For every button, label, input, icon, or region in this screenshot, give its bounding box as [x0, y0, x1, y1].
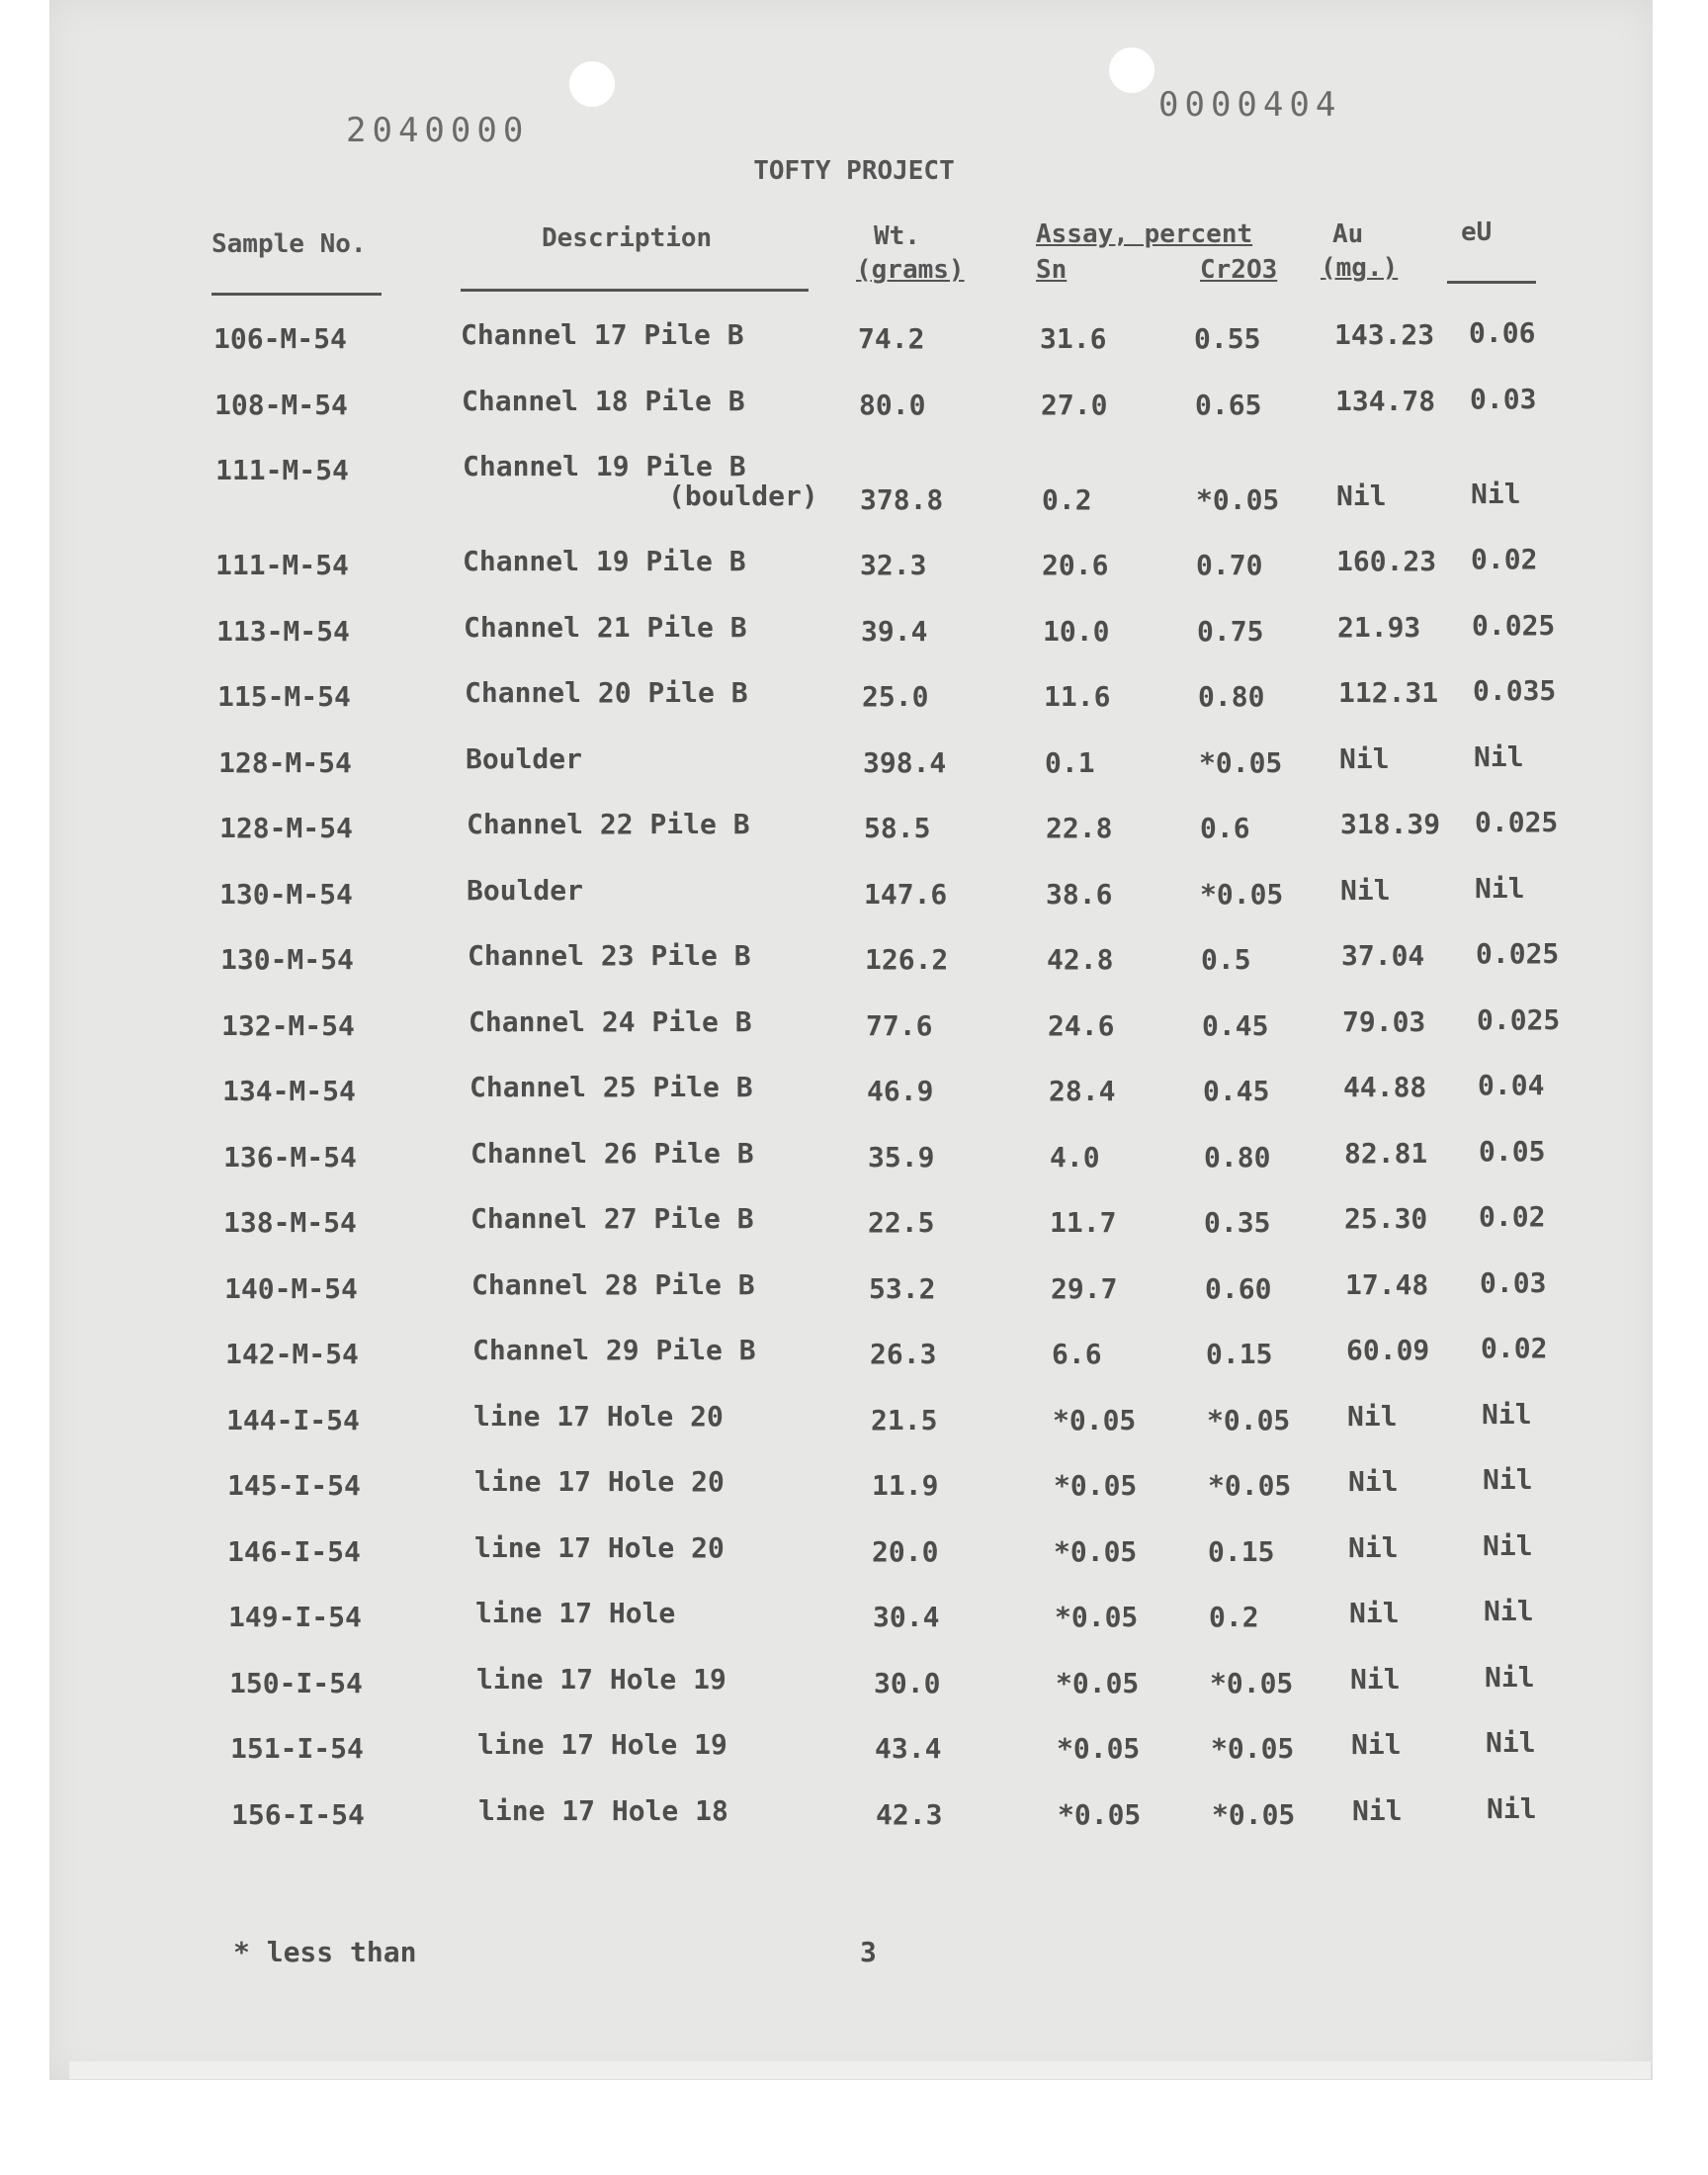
cell-eu: 0.03 [1470, 382, 1537, 415]
cell-sn: *0.05 [1056, 1666, 1140, 1699]
cell-sample-no: 106-M-54 [214, 322, 347, 355]
cell-sn: 38.6 [1046, 877, 1113, 911]
cell-sn: 28.4 [1049, 1075, 1116, 1107]
cell-weight: 25.0 [862, 680, 929, 713]
cell-sn: 24.6 [1048, 1008, 1115, 1042]
cell-description: Channel 26 Pile B [470, 1136, 754, 1170]
cell-description: Channel 24 Pile B [469, 1004, 752, 1038]
cell-description-note: (boulder) [668, 479, 818, 512]
cell-au: Nil [1351, 1728, 1402, 1761]
cell-eu: Nil [1486, 1726, 1536, 1759]
cell-au: Nil [1336, 479, 1387, 512]
cell-cr2o3: *0.05 [1200, 877, 1284, 911]
cell-sample-no: 111-M-54 [215, 549, 349, 581]
cell-au: 17.48 [1345, 1267, 1429, 1301]
cell-au: 143.23 [1334, 318, 1435, 351]
cell-sample-no: 140-M-54 [224, 1271, 358, 1305]
cell-cr2o3: 0.55 [1194, 322, 1261, 355]
cell-cr2o3: 0.75 [1197, 614, 1264, 648]
cell-weight: 58.5 [864, 812, 931, 844]
cell-description: Channel 28 Pile B [471, 1267, 755, 1301]
cell-description: Channel 19 Pile B [463, 545, 746, 577]
cell-sample-no: 128-M-54 [219, 812, 353, 844]
cell-sn: 0.2 [1042, 483, 1092, 516]
cell-sn: 6.6 [1052, 1338, 1102, 1370]
cell-au: 25.30 [1344, 1202, 1428, 1235]
cell-sample-no: 108-M-54 [214, 388, 348, 421]
cell-weight: 378.8 [860, 483, 944, 516]
cell-au: Nil [1340, 873, 1391, 907]
cell-eu: 0.02 [1481, 1332, 1548, 1364]
cell-weight: 42.3 [876, 1797, 943, 1831]
cell-description: Channel 18 Pile B [462, 384, 745, 417]
cell-au: Nil [1350, 1662, 1401, 1696]
cell-cr2o3: 0.35 [1204, 1206, 1271, 1239]
cell-cr2o3: *0.05 [1199, 745, 1283, 779]
cell-au: Nil [1352, 1793, 1403, 1827]
cell-sample-no: 130-M-54 [220, 943, 354, 976]
cell-cr2o3: 0.45 [1203, 1075, 1270, 1107]
page-title: TOFTY PROJECT [753, 156, 955, 186]
cell-eu: 0.025 [1472, 608, 1556, 642]
cell-au: 37.04 [1341, 939, 1425, 972]
cell-description: line 17 Hole 20 [473, 1399, 724, 1433]
cell-description: Channel 19 Pile B [463, 450, 746, 482]
cell-sn: *0.05 [1055, 1601, 1139, 1633]
header-cr2o3: Cr2O3 [1200, 255, 1278, 285]
cell-description: line 17 Hole [475, 1597, 676, 1629]
cell-sample-no: 132-M-54 [221, 1008, 355, 1042]
cell-weight: 398.4 [863, 745, 947, 779]
cell-au: 112.31 [1338, 676, 1439, 709]
cell-sn: *0.05 [1057, 1732, 1141, 1765]
cell-description: line 17 Hole 18 [478, 1793, 728, 1827]
cell-sn: 0.1 [1045, 745, 1095, 779]
header-rule-eu [1447, 281, 1536, 284]
cell-eu: Nil [1471, 478, 1521, 510]
cell-sample-no: 128-M-54 [218, 745, 352, 779]
cell-description: Boulder [467, 873, 584, 907]
cell-sn: *0.05 [1053, 1403, 1137, 1436]
cell-sample-no: 115-M-54 [217, 680, 351, 713]
cell-description: Channel 17 Pile B [461, 318, 744, 351]
header-wt: Wt. [874, 221, 920, 251]
cell-weight: 43.4 [875, 1732, 942, 1765]
cell-sample-no: 151-I-54 [230, 1732, 364, 1765]
cell-sn: 22.8 [1046, 812, 1113, 844]
cell-sample-no: 144-I-54 [226, 1403, 360, 1436]
cell-weight: 30.0 [874, 1666, 941, 1699]
cell-sn: *0.05 [1054, 1534, 1138, 1568]
cell-weight: 126.2 [865, 943, 949, 976]
cell-eu: 0.03 [1480, 1265, 1547, 1299]
cell-au: 60.09 [1346, 1334, 1430, 1366]
cell-sample-no: 134-M-54 [222, 1075, 356, 1107]
cell-au: Nil [1348, 1530, 1399, 1564]
cell-cr2o3: *0.05 [1207, 1403, 1291, 1436]
cell-description: Channel 20 Pile B [465, 676, 748, 709]
cell-weight: 21.5 [871, 1403, 938, 1436]
cell-cr2o3: *0.05 [1196, 483, 1280, 516]
cell-sn: 42.8 [1047, 943, 1114, 976]
cell-description: Channel 21 Pile B [464, 610, 747, 644]
cell-sn: 29.7 [1051, 1271, 1118, 1305]
cell-weight: 77.6 [866, 1008, 933, 1042]
cell-weight: 53.2 [869, 1271, 936, 1305]
cell-description: Channel 29 Pile B [472, 1334, 756, 1366]
cell-au: Nil [1339, 741, 1390, 775]
cell-au: 79.03 [1342, 1004, 1426, 1038]
cell-sample-no: 138-M-54 [223, 1206, 357, 1239]
cell-au: Nil [1347, 1399, 1398, 1433]
cell-cr2o3: 0.45 [1202, 1008, 1269, 1042]
cell-sample-no: 136-M-54 [223, 1140, 357, 1174]
cell-eu: Nil [1474, 740, 1524, 773]
cell-eu: 0.02 [1479, 1200, 1546, 1233]
cell-sample-no: 156-I-54 [231, 1797, 365, 1831]
cell-weight: 147.6 [864, 877, 948, 911]
punch-hole-left [569, 61, 615, 107]
cell-sn: *0.05 [1054, 1469, 1138, 1502]
header-au: Au [1332, 219, 1364, 249]
cell-cr2o3: 0.65 [1195, 388, 1262, 421]
cell-sn: *0.05 [1058, 1797, 1142, 1831]
cell-cr2o3: 0.15 [1208, 1534, 1275, 1568]
cell-weight: 80.0 [859, 388, 926, 421]
cell-sample-no: 146-I-54 [227, 1534, 361, 1568]
cell-sample-no: 142-M-54 [225, 1338, 359, 1370]
cell-au: 134.78 [1335, 384, 1436, 417]
cell-cr2o3: *0.05 [1211, 1732, 1295, 1765]
cell-eu: 0.04 [1478, 1069, 1545, 1101]
header-sample-no: Sample No. [212, 229, 367, 259]
cell-weight: 46.9 [867, 1075, 934, 1107]
header-au-unit: (mg.) [1321, 253, 1399, 283]
header-rule-sample [212, 293, 382, 296]
cell-eu: 0.025 [1477, 1002, 1561, 1036]
cell-sample-no: 150-I-54 [229, 1666, 363, 1699]
cell-description: Channel 22 Pile B [467, 808, 750, 840]
cell-sample-no: 149-I-54 [228, 1601, 362, 1633]
cell-sample-no: 113-M-54 [216, 614, 350, 648]
cell-eu: 0.035 [1473, 674, 1557, 707]
header-sn: Sn [1036, 255, 1068, 285]
cell-eu: 0.05 [1479, 1134, 1546, 1168]
cell-sn: 31.6 [1040, 322, 1107, 355]
cell-cr2o3: *0.05 [1208, 1469, 1292, 1502]
cell-eu: 0.06 [1469, 316, 1536, 349]
cell-sample-no: 130-M-54 [219, 877, 353, 911]
header-eu: eU [1461, 218, 1493, 247]
cell-sample-no: 111-M-54 [215, 454, 349, 486]
cell-eu: Nil [1485, 1660, 1535, 1694]
cell-eu: Nil [1487, 1791, 1537, 1825]
cell-cr2o3: *0.05 [1212, 1797, 1296, 1831]
cell-cr2o3: 0.5 [1201, 943, 1251, 976]
cell-description: Boulder [466, 741, 583, 775]
cell-weight: 74.2 [858, 322, 925, 355]
punch-hole-right [1109, 47, 1154, 93]
cell-au: 160.23 [1336, 545, 1437, 577]
cell-weight: 35.9 [868, 1140, 935, 1174]
document-id-right: 0000404 [1158, 85, 1342, 125]
cell-sn: 11.6 [1044, 680, 1111, 713]
header-assay: Assay, percent [1036, 219, 1253, 249]
cell-cr2o3: 0.6 [1200, 812, 1250, 844]
cell-sn: 20.6 [1042, 549, 1109, 581]
cell-sn: 11.7 [1050, 1206, 1117, 1239]
cell-eu: Nil [1484, 1595, 1534, 1627]
cell-cr2o3: 0.80 [1198, 680, 1265, 713]
cell-eu: Nil [1475, 871, 1525, 905]
cell-description: line 17 Hole 19 [477, 1728, 727, 1761]
cell-weight: 20.0 [872, 1534, 939, 1568]
cell-weight: 32.3 [860, 549, 927, 581]
cell-cr2o3: 0.70 [1196, 549, 1263, 581]
cell-description: Channel 25 Pile B [470, 1071, 753, 1103]
document-id-left: 2040000 [346, 111, 530, 150]
cell-description: line 17 Hole 19 [476, 1662, 726, 1696]
cell-au: Nil [1349, 1597, 1400, 1629]
cell-cr2o3: 0.80 [1204, 1140, 1271, 1174]
cell-eu: 0.02 [1471, 543, 1538, 575]
cell-eu: Nil [1483, 1463, 1533, 1496]
cell-eu: 0.025 [1475, 806, 1559, 838]
cell-au: Nil [1348, 1465, 1399, 1498]
cell-weight: 39.4 [861, 614, 928, 648]
cell-description: Channel 27 Pile B [470, 1202, 754, 1235]
cell-weight: 22.5 [868, 1206, 935, 1239]
cell-au: 44.88 [1343, 1071, 1427, 1103]
cell-sn: 4.0 [1050, 1140, 1100, 1174]
cell-au: 21.93 [1337, 610, 1421, 644]
cell-cr2o3: 0.15 [1206, 1338, 1273, 1370]
cell-au: 318.39 [1340, 808, 1441, 840]
header-wt-unit: (grams) [856, 255, 965, 285]
cell-eu: Nil [1483, 1528, 1533, 1562]
header-description: Description [542, 223, 713, 253]
header-rule-description [461, 289, 809, 292]
cell-cr2o3: 0.2 [1209, 1601, 1259, 1633]
cell-cr2o3: 0.60 [1205, 1271, 1272, 1305]
cell-weight: 30.4 [873, 1601, 940, 1633]
page-number: 3 [860, 1936, 877, 1968]
cell-sample-no: 145-I-54 [227, 1469, 361, 1502]
cell-eu: 0.025 [1476, 937, 1560, 970]
cell-sn: 10.0 [1043, 614, 1110, 648]
cell-cr2o3: *0.05 [1210, 1666, 1294, 1699]
cell-au: 82.81 [1344, 1136, 1428, 1170]
cell-description: line 17 Hole 20 [474, 1530, 725, 1564]
cell-sn: 27.0 [1041, 388, 1108, 421]
cell-weight: 11.9 [872, 1469, 939, 1502]
cell-weight: 26.3 [870, 1338, 937, 1370]
cell-eu: Nil [1482, 1397, 1532, 1431]
page-edge [69, 2061, 1651, 2079]
footnote: * less than [233, 1936, 417, 1968]
cell-description: line 17 Hole 20 [474, 1465, 725, 1498]
cell-description: Channel 23 Pile B [468, 939, 751, 972]
